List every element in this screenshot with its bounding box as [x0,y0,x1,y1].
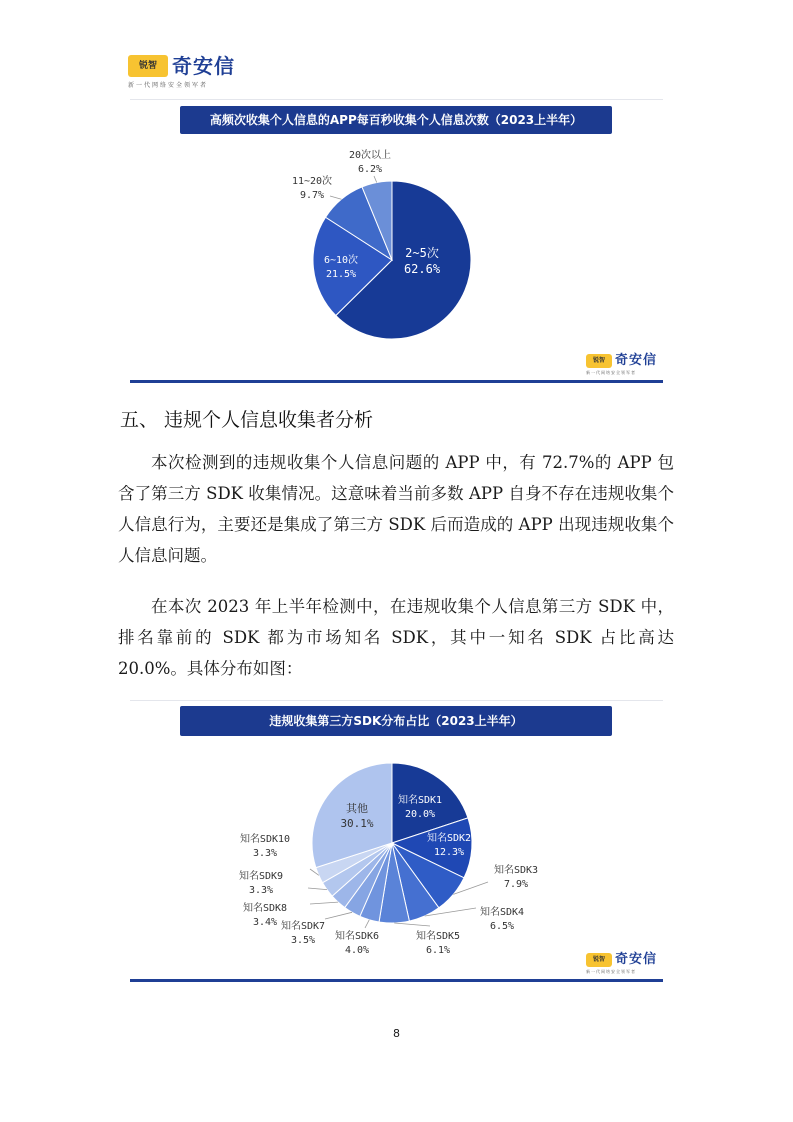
chart2-label-6: 知名SDK6 [334,931,380,942]
chart2-value-3: 7.9% [503,879,529,890]
chart1-value-4: 6.2% [357,164,383,175]
paragraph-1: 本次检测到的违规收集个人信息问题的 APP 中，有 72.7%的 APP 包含了第三方 SDK 收集情况。这意味着当前多数 APP 自身不存在违规收集个人信息行为，主要还是集成了第三方 SDK 后而造成的 APP 出现违规收集个人信息问题。 [118,453,674,565]
chart2-logo-mark: 锐智 [586,953,612,967]
brand-tagline: 新一代网络安全领军者 [128,82,209,89]
logo-mark: 锐智 [128,55,168,77]
chart2-value-2: 12.3% [433,847,465,858]
chart2-value-8: 3.4% [252,917,278,928]
chart1-value-2: 21.5% [325,269,357,280]
chart2-leader-8 [310,902,338,904]
chart2-value-10: 3.3% [252,848,278,859]
chart1-logo-mark: 锐智 [586,354,612,368]
chart2-label-5: 知名SDK5 [415,931,461,942]
chart1-label-1: 2~5次 [405,246,439,260]
page-number: 8 [393,1027,400,1040]
brand-name: 奇安信 [172,54,235,78]
chart1-label-4: 20次以上 [348,150,392,161]
chart1-logo-tagline: 新一代网络安全领军者 [586,370,636,375]
chart2-value-5: 6.1% [425,945,451,956]
chart1-title: 高频次收集个人信息的APP每百秒收集个人信息次数（2023上半年） [180,106,612,134]
paragraph-2: 在本次 2023 年上半年检测中，在违规收集个人信息第三方 SDK 中，排名靠前的 SDK 都为市场知名 SDK，其中一知名 SDK 占比高达 20.0%。具体分布如图： [118,597,674,678]
chart2-label-1: 知名SDK1 [397,795,443,806]
chart2-value-6: 4.0% [344,945,370,956]
chart2-bottom-rule [130,979,663,982]
section-heading: 五、 违规个人信息收集者分析 [120,409,374,431]
chart2-logo-name: 奇安信 [615,952,658,967]
chart2-value-9: 3.3% [248,885,274,896]
chart2-logo [586,952,658,974]
chart2-label-2: 知名SDK2 [426,833,472,844]
chart2-label-11: 其他 [346,802,368,815]
chart2-label-7: 知名SDK7 [280,921,326,932]
chart1-value-1: 62.6% [403,262,441,276]
chart1-label-3: 11~20次 [291,176,333,187]
chart1-logo-name: 奇安信 [615,353,658,368]
chart2-label-3: 知名SDK3 [493,865,539,876]
chart2-value-1: 20.0% [404,809,436,820]
chart2-leader-9 [308,888,327,890]
chart2-label-4: 知名SDK4 [479,907,525,918]
chart2-title: 违规收集第三方SDK分布占比（2023上半年） [180,706,612,736]
chart2-leader-7 [325,912,352,919]
chart2-label-8: 知名SDK8 [242,903,288,914]
chart2-leader-6 [365,920,369,928]
chart2-logo-tagline: 新一代网络安全领军者 [586,969,636,974]
chart2-value-11: 30.1% [340,817,374,830]
chart1-label-2: 6~10次 [323,255,359,266]
chart2-label-9: 知名SDK9 [238,871,284,882]
chart2-leader-5 [394,923,430,926]
chart2-value-7: 3.5% [290,935,316,946]
chart2-label-10: 知名SDK10 [239,834,291,845]
chart1-value-3: 9.7% [299,190,325,201]
chart2-value-4: 6.5% [489,921,515,932]
